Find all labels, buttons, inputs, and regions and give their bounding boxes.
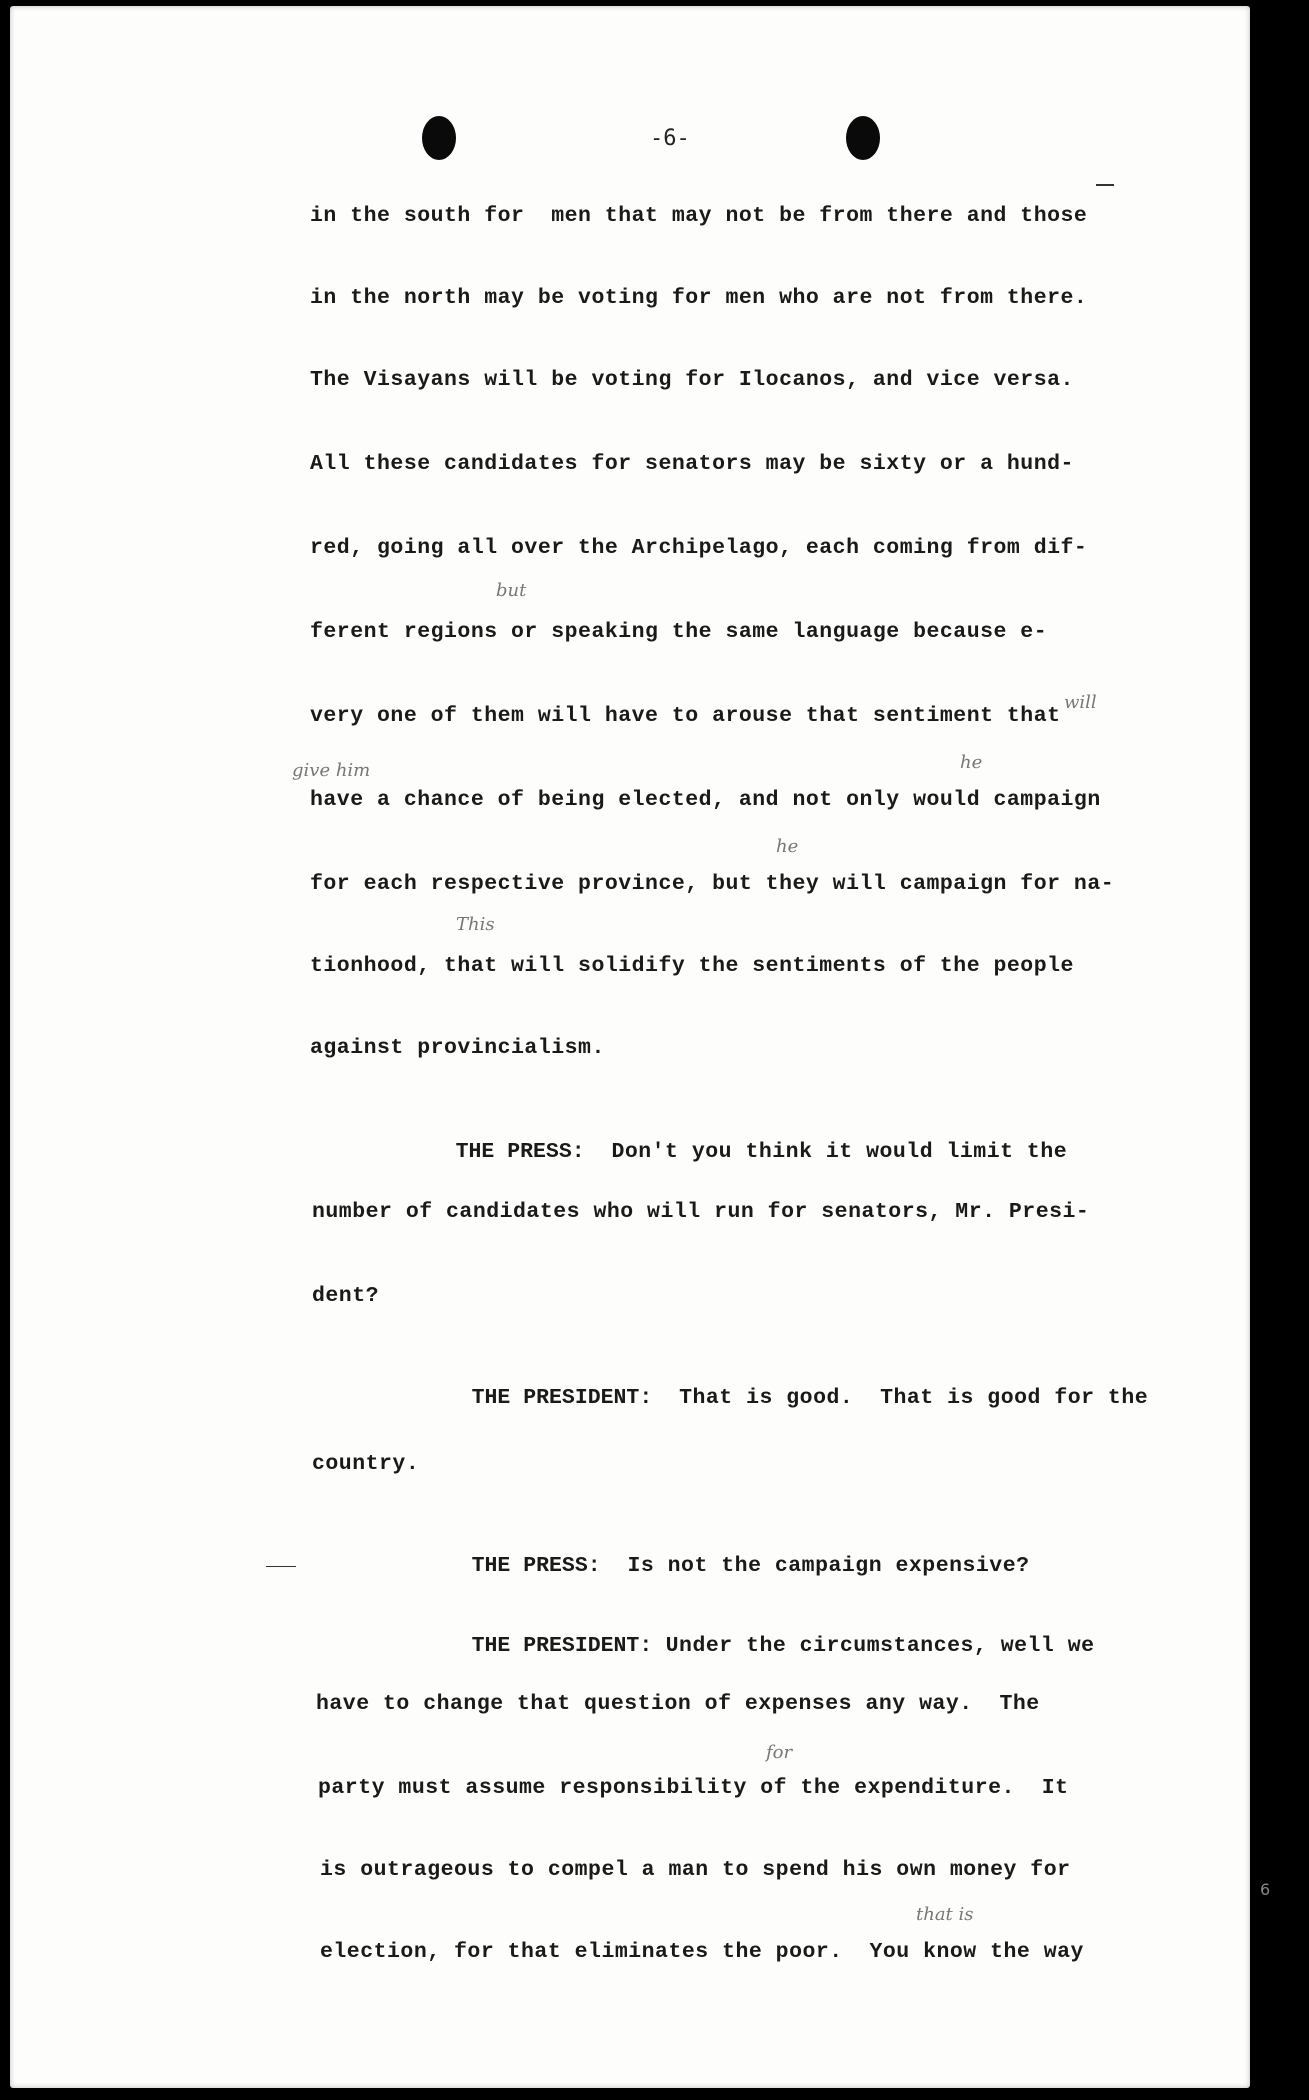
speaker-label: THE PRESIDENT: — [471, 1634, 653, 1658]
handwritten-note: but — [496, 580, 527, 601]
text-line: in the north may be voting for men who are not from there. — [310, 286, 1088, 310]
text-line: red, going all over the Archipelago, each coming from dif- — [310, 536, 1088, 560]
text-line: for each respective province, but they will campaign for na- — [310, 872, 1115, 896]
text-line: election, for that eliminates the poor. You know the way — [320, 1940, 1084, 1964]
handwritten-note: give him — [292, 760, 371, 781]
margin-mark — [1096, 184, 1114, 186]
handwritten-note: that is — [916, 1904, 974, 1925]
text-line: party must assume responsibility of the expenditure. It — [318, 1776, 1069, 1800]
speaker-label: THE PRESIDENT: — [471, 1386, 653, 1410]
text-line: tionhood, that will solidify the sentiments of the people — [310, 954, 1074, 978]
dialogue-line — [402, 1116, 1067, 1188]
dialogue-line — [418, 1362, 1148, 1434]
text-line: have a chance of being elected, and not only would campaign — [310, 788, 1101, 812]
dialogue-line — [418, 1610, 1095, 1682]
speech-text: Don't you think it would limit the — [611, 1140, 1068, 1164]
handwritten-note: will — [1064, 692, 1097, 713]
text-line: dent? — [312, 1284, 380, 1308]
text-line: have to change that question of expenses any way. The — [316, 1692, 1040, 1716]
punch-hole-right — [846, 116, 880, 160]
text-line: The Visayans will be voting for Ilocanos, and vice versa. — [310, 368, 1074, 392]
speaker-label: THE PRESS: — [471, 1554, 601, 1578]
text-line: is outrageous to compel a man to spend his own money for — [320, 1858, 1071, 1882]
speech-text: Under the circumstances, well we — [665, 1634, 1095, 1658]
handwritten-note: for — [766, 1742, 793, 1763]
handwritten-note: he — [960, 752, 983, 773]
speaker-label: THE PRESS: — [455, 1140, 585, 1164]
speech-text: That is good. That is good for the — [679, 1386, 1149, 1410]
corner-mark: 6 — [1260, 1880, 1271, 1899]
text-line: country. — [312, 1452, 420, 1476]
page-number: -6- — [650, 126, 690, 151]
speech-text: Is not the campaign expensive? — [627, 1554, 1030, 1578]
text-line: number of candidates who will run for senators, Mr. Presi- — [312, 1200, 1090, 1224]
dialogue-line — [418, 1530, 1030, 1602]
handwritten-note: he — [776, 836, 799, 857]
text-line: in the south for men that may not be from there and those — [310, 204, 1088, 228]
text-line: very one of them will have to arouse that sentiment that — [310, 704, 1061, 728]
margin-mark — [266, 1566, 296, 1567]
text-line: All these candidates for senators may be sixty or a hund- — [310, 452, 1074, 476]
text-line: ferent regions or speaking the same language because e- — [310, 620, 1048, 644]
document-page — [10, 6, 1271, 2088]
handwritten-note: This — [456, 914, 495, 935]
text-line: against provincialism. — [310, 1036, 605, 1060]
punch-hole-left — [422, 116, 456, 160]
